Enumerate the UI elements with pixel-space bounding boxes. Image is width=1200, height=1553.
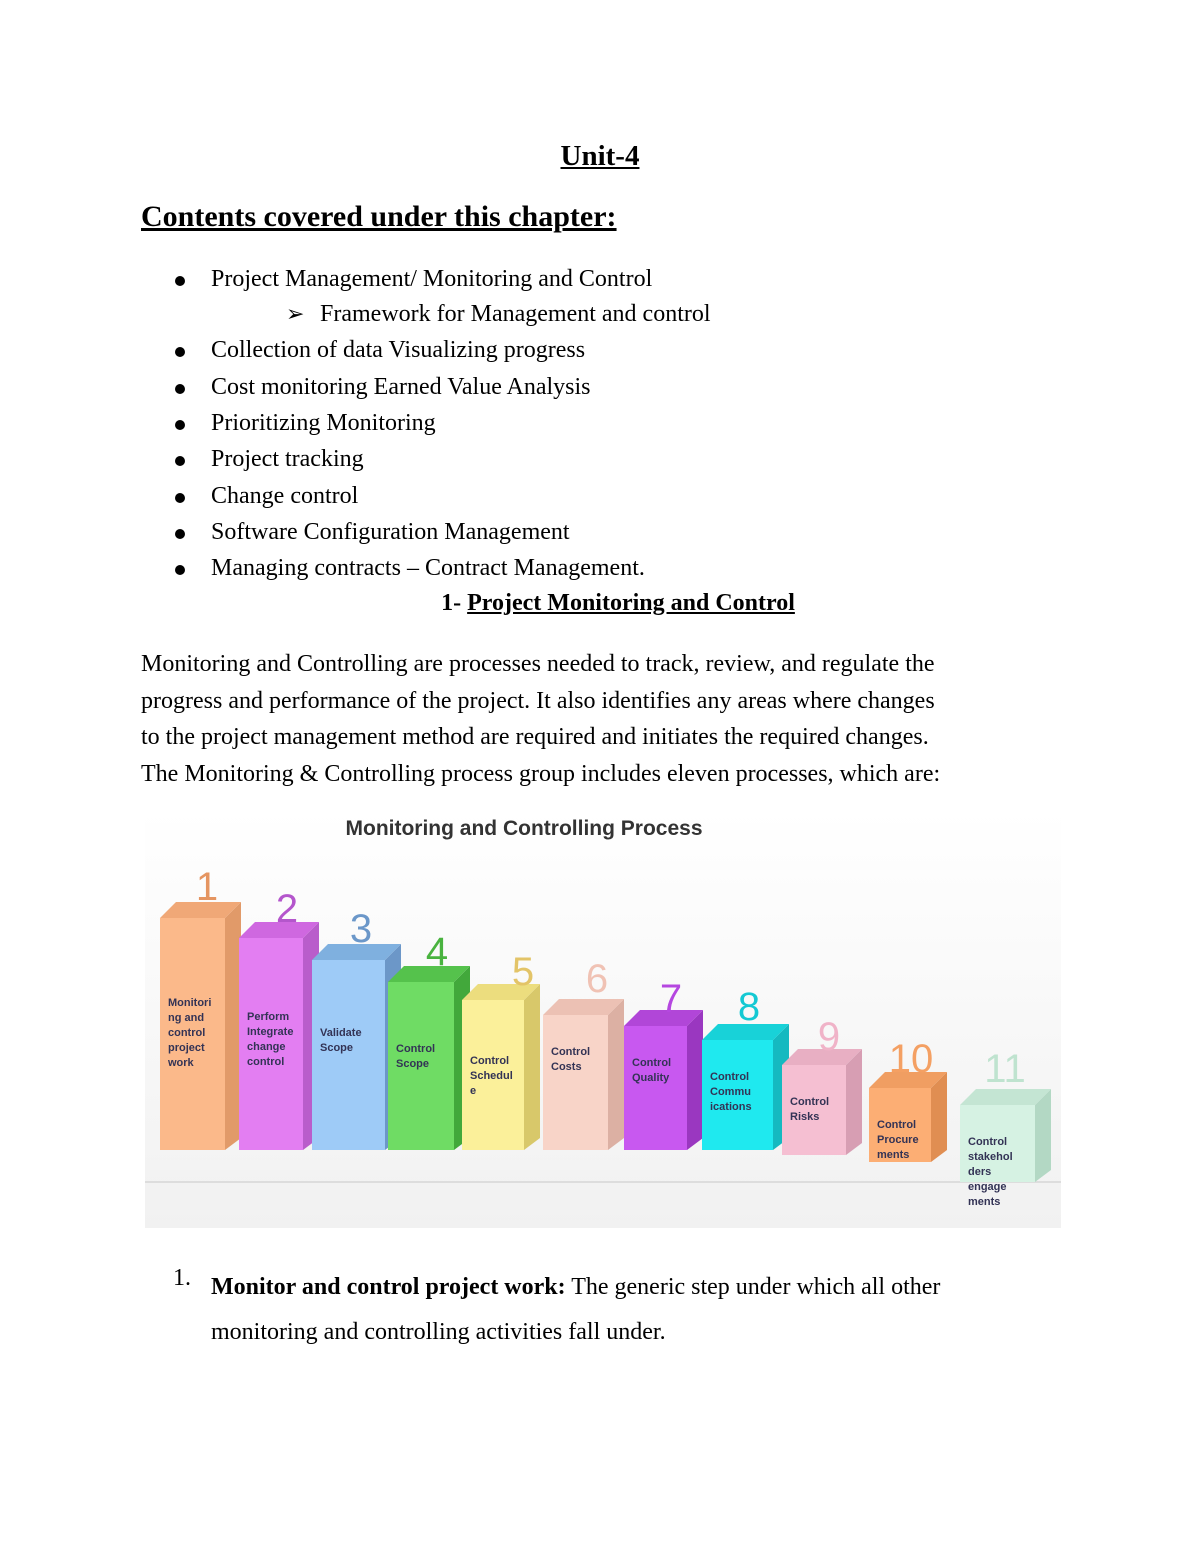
step-side-face <box>846 1049 862 1155</box>
step-label-line: change <box>247 1041 286 1053</box>
contents-item: Framework for Management and control <box>320 301 711 327</box>
step-number: 7 <box>659 977 683 1021</box>
process-step <box>239 887 319 1150</box>
contents-item: Project Management/ Monitoring and Control <box>211 266 653 292</box>
section-heading <box>0 590 1200 617</box>
process-step <box>160 865 241 1150</box>
step-label-line: stakehol <box>968 1151 1013 1163</box>
contents-item: Change control <box>211 483 359 509</box>
step-number: 5 <box>511 950 535 994</box>
list-item-line <box>211 1265 1071 1310</box>
step-side-face <box>524 984 540 1150</box>
step-label-line: control <box>168 1027 206 1039</box>
step-label <box>710 1071 752 1113</box>
step-label-line: Validate <box>320 1027 362 1039</box>
step-front-face <box>782 1065 846 1155</box>
intro-paragraph <box>141 646 1071 792</box>
diagram-title: Monitoring and Controlling Process <box>345 817 703 840</box>
step-label-line: control <box>247 1056 285 1068</box>
step-label-line: Commu <box>710 1086 751 1098</box>
bullet-dot <box>175 565 185 575</box>
step-number: 9 <box>817 1015 841 1059</box>
step-label-line: Scope <box>320 1042 354 1054</box>
step-label-line: Monitori <box>168 997 212 1009</box>
step-label-line: Control <box>877 1119 917 1131</box>
step-label-line: Control <box>470 1055 510 1067</box>
step-front-face <box>624 1026 687 1150</box>
paragraph-line: to the project management method are required and initiates the required changes. <box>141 724 929 750</box>
step-label-line: Quality <box>632 1072 670 1084</box>
step-label-line: ng and <box>168 1012 205 1024</box>
step-side-face <box>1035 1089 1051 1182</box>
list-item-term: Monitor and control project work: <box>211 1274 566 1300</box>
step-label-line: Schedul <box>470 1070 513 1082</box>
step-number: 2 <box>275 887 299 931</box>
bullet-dot <box>175 456 185 466</box>
list-number: 1. <box>173 1265 191 1291</box>
step-number: 8 <box>737 985 761 1029</box>
step-label-line: Control <box>968 1136 1008 1148</box>
step-label-line: engage <box>968 1181 1007 1193</box>
step-label-line: ments <box>968 1196 1001 1208</box>
step-number: 10 <box>888 1037 934 1081</box>
contents-heading: Contents covered under this chapter: <box>141 200 617 233</box>
step-label-line: Control <box>710 1071 750 1083</box>
step-label-line: Scope <box>396 1058 430 1070</box>
contents-item: Cost monitoring Earned Value Analysis <box>211 374 591 400</box>
process-diagram-svg <box>145 810 1061 1228</box>
contents-item: Collection of data Visualizing progress <box>211 337 586 363</box>
step-front-face <box>312 960 385 1150</box>
bullet-dot <box>175 347 185 357</box>
bullet-dot <box>175 420 185 430</box>
step-label-line: e <box>470 1085 477 1097</box>
process-diagram <box>145 810 1061 1228</box>
step-number: 4 <box>425 930 449 974</box>
step-label-line: Control <box>396 1043 436 1055</box>
contents-item: Managing contracts – Contract Management. <box>211 555 645 581</box>
step-label-line: ments <box>877 1149 910 1161</box>
section-title: Project Monitoring and Control <box>467 590 795 616</box>
step-label-line: Integrate <box>247 1026 294 1038</box>
step-label-line: project <box>168 1042 205 1054</box>
contents-item: Project tracking <box>211 446 364 472</box>
step-label-line: Costs <box>551 1061 582 1073</box>
step-side-face <box>687 1010 703 1150</box>
step-label-line: Procure <box>877 1134 919 1146</box>
step-number: 6 <box>585 957 609 1001</box>
step-label-line: Control <box>551 1046 591 1058</box>
unit-title: Unit-4 <box>560 140 640 172</box>
step-top-face <box>960 1089 1051 1105</box>
paragraph-line: Monitoring and Controlling are processes needed to track, review, and regulate the <box>141 651 935 677</box>
step-number: 3 <box>349 907 373 951</box>
step-number: 11 <box>984 1047 1026 1091</box>
step-label-line: work <box>168 1057 194 1069</box>
step-label-line: ders <box>968 1166 992 1178</box>
step-side-face <box>225 902 241 1150</box>
bullet-dot <box>175 276 185 286</box>
list-item <box>211 1265 1071 1355</box>
step-label-line: Risks <box>790 1111 820 1123</box>
step-label-line: Perform <box>247 1011 290 1023</box>
list-item-text: The generic step under which all other <box>565 1274 941 1300</box>
bullet-dot <box>175 493 185 503</box>
step-number: 1 <box>195 865 219 909</box>
contents-item: Software Configuration Management <box>211 519 570 545</box>
bullet-dot <box>175 384 185 394</box>
section-number: 1- <box>441 590 462 616</box>
step-label-line: Control <box>790 1096 830 1108</box>
step-front-face <box>543 1015 608 1150</box>
list-item-line: monitoring and controlling activities fall under. <box>211 1319 666 1345</box>
arrow-bullet-icon: ➢ <box>286 301 305 326</box>
step-label-line: ications <box>710 1101 752 1113</box>
bullet-dot <box>175 529 185 539</box>
paragraph-line: progress and performance of the project. It also identifies any areas where changes <box>141 687 935 714</box>
paragraph-line: The Monitoring & Controlling process group includes eleven processes, which are: <box>141 760 941 787</box>
step-side-face <box>608 999 624 1150</box>
step-label-line: Control <box>632 1057 672 1069</box>
contents-item: Prioritizing Monitoring <box>211 410 436 436</box>
